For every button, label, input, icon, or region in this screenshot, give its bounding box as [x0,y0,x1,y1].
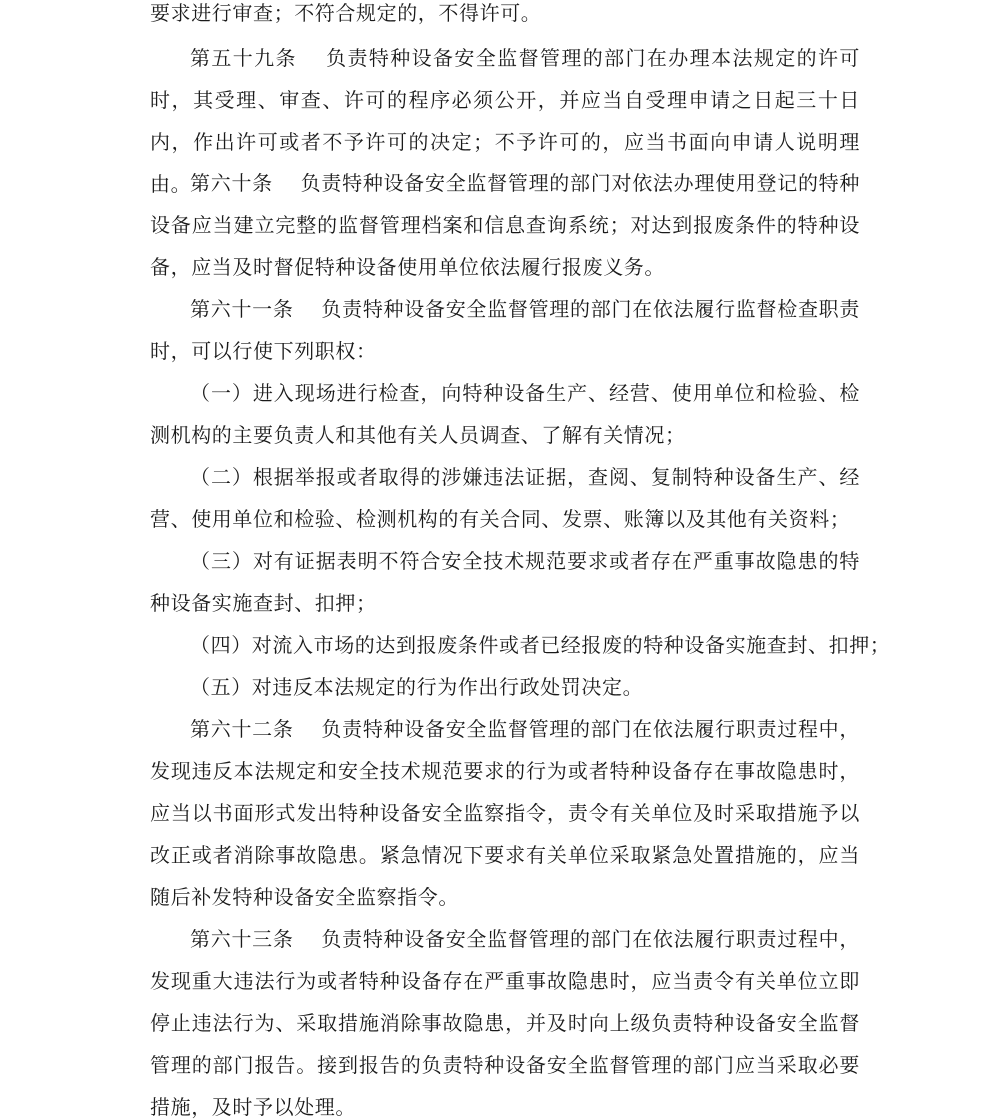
article-61-item-1: （一）进入现场进行检查，向特种设备生产、经营、使用单位和检验、检测机构的主要负责人和其他有关人员调查、了解有关情况； [150,381,860,447]
article-61-item-5: （五）对违反本法规定的行为作出行政处罚决定。 [190,675,644,699]
paragraph-continuation: 要求进行审查；不符合规定的，不得许可。 [150,1,542,25]
article-59: 第五十九条 负责特种设备安全监督管理的部门在办理本法规定的许可时，其受理、审查、许可的程序必须公开，并应当自受理申请之日起三十日内，作出许可或者不予许可的决定；不予许可的，应当书面向申请人说明理由。 [150,46,860,196]
article-61: 第六十一条 负责特种设备安全监督管理的部门在依法履行监督检查职责时，可以行使下列职权： [150,297,860,363]
article-61-item-2: （二）根据举报或者取得的涉嫌违法证据，查阅、复制特种设备生产、经营、使用单位和检验、检测机构的有关合同、发票、账簿以及其他有关资料； [150,465,860,531]
article-61-item-3: （三）对有证据表明不符合安全技术规范要求或者存在严重事故隐患的特种设备实施查封、扣押； [150,549,860,615]
article-60: 第六十条 负责特种设备安全监督管理的部门对依法办理使用登记的特种设备应当建立完整的监督管理档案和信息查询系统；对达到报废条件的特种设备，应当及时督促特种设备使用单位依法履行报废义务。 [150,171,860,279]
article-63: 第六十三条 负责特种设备安全监督管理的部门在依法履行职责过程中，发现重大违法行为或者特种设备存在严重事故隐患时，应当责令有关单位立即停止违法行为、采取措施消除事故隐患，并及时向上级负责特种设备安全监督管理的部门报告。接到报告的负责特种设备安全监督管理的部门应当采取必要措施，及时予以处理。 [150,927,860,1119]
article-61-item-4: （四）对流入市场的达到报废条件或者已经报废的特种设备实施查封、扣押； [190,633,891,657]
article-62: 第六十二条 负责特种设备安全监督管理的部门在依法履行职责过程中，发现违反本法规定和安全技术规范要求的行为或者特种设备存在事故隐患时，应当以书面形式发出特种设备安全监察指令，责令有关单位及时采取措施予以改正或者消除事故隐患。紧急情况下要求有关单位采取紧急处置措施的，应当随后补发特种设备安全监察指令。 [150,717,860,909]
